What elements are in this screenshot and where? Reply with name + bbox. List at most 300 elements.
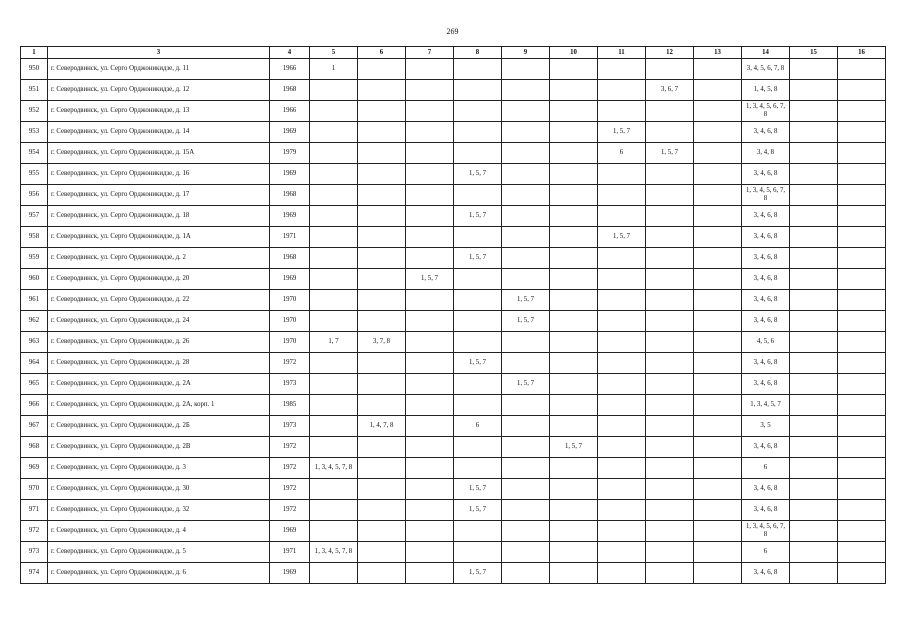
code-cell — [694, 206, 742, 227]
code-cell: 3, 4, 6, 8 — [742, 248, 790, 269]
year-cell: 1971 — [270, 227, 310, 248]
code-cell — [502, 101, 550, 122]
code-cell — [550, 59, 598, 80]
table-row — [21, 80, 886, 101]
address-cell: г. Северодвинск, ул. Серго Орджоникидзе, д. 2А, корп. 1 — [48, 395, 270, 416]
code-cell — [454, 458, 502, 479]
code-cell — [358, 395, 406, 416]
table-row — [21, 353, 886, 374]
year-cell: 1969 — [270, 563, 310, 584]
address-cell: г. Северодвинск, ул. Серго Орджоникидзе, д. 11 — [48, 59, 270, 80]
code-cell — [454, 227, 502, 248]
code-cell — [646, 353, 694, 374]
code-cell — [598, 269, 646, 290]
code-cell: 1, 5, 7 — [454, 479, 502, 500]
code-cell — [694, 353, 742, 374]
code-cell: 1, 3, 4, 5, 7 — [742, 395, 790, 416]
table-row — [21, 458, 886, 479]
code-cell — [694, 143, 742, 164]
code-cell — [310, 227, 358, 248]
code-cell — [790, 395, 838, 416]
code-cell — [598, 59, 646, 80]
row-number-cell: 959 — [21, 248, 48, 269]
code-cell — [838, 416, 886, 437]
code-cell — [838, 332, 886, 353]
code-cell — [838, 563, 886, 584]
code-cell — [598, 353, 646, 374]
code-cell: 1, 5, 7 — [502, 374, 550, 395]
code-cell — [790, 311, 838, 332]
code-cell — [646, 332, 694, 353]
table-row — [21, 563, 886, 584]
code-cell: 6 — [454, 416, 502, 437]
code-cell — [358, 80, 406, 101]
code-cell — [694, 479, 742, 500]
code-cell: 3, 4, 6, 8 — [742, 353, 790, 374]
table-row — [21, 542, 886, 563]
table-row — [21, 437, 886, 458]
code-cell — [358, 269, 406, 290]
code-cell — [694, 101, 742, 122]
code-cell — [358, 248, 406, 269]
code-cell — [550, 80, 598, 101]
code-cell — [502, 521, 550, 542]
code-cell — [358, 458, 406, 479]
address-cell: г. Северодвинск, ул. Серго Орджоникидзе, д. 30 — [48, 479, 270, 500]
code-cell: 3, 4, 6, 8 — [742, 164, 790, 185]
code-cell — [358, 185, 406, 206]
table-row — [21, 416, 886, 437]
code-cell — [838, 206, 886, 227]
code-cell — [358, 374, 406, 395]
code-cell — [358, 143, 406, 164]
code-cell — [406, 101, 454, 122]
year-cell: 1969 — [270, 521, 310, 542]
code-cell — [838, 59, 886, 80]
page-number: 269 — [446, 27, 459, 36]
row-number-cell: 968 — [21, 437, 48, 458]
code-cell — [598, 332, 646, 353]
code-cell — [550, 164, 598, 185]
code-cell — [550, 563, 598, 584]
code-cell — [454, 437, 502, 458]
address-cell: г. Северодвинск, ул. Серго Орджоникидзе, д. 6 — [48, 563, 270, 584]
code-cell — [502, 437, 550, 458]
code-cell — [310, 269, 358, 290]
code-cell — [838, 101, 886, 122]
code-cell — [406, 521, 454, 542]
code-cell — [550, 185, 598, 206]
code-cell — [646, 101, 694, 122]
code-cell: 3, 6, 7 — [646, 80, 694, 101]
column-header: 14 — [742, 47, 790, 59]
row-number-cell: 957 — [21, 206, 48, 227]
code-cell — [790, 227, 838, 248]
code-cell — [358, 122, 406, 143]
code-cell: 1, 3, 4, 5, 7, 8 — [310, 542, 358, 563]
code-cell — [502, 353, 550, 374]
code-cell — [694, 122, 742, 143]
code-cell — [694, 458, 742, 479]
code-cell — [694, 542, 742, 563]
code-cell — [694, 185, 742, 206]
code-cell — [838, 521, 886, 542]
code-cell — [454, 185, 502, 206]
code-cell — [694, 374, 742, 395]
year-cell: 1968 — [270, 185, 310, 206]
code-cell — [502, 269, 550, 290]
address-cell: г. Северодвинск, ул. Серго Орджоникидзе, д. 13 — [48, 101, 270, 122]
row-number-cell: 973 — [21, 542, 48, 563]
code-cell: 1, 5, 7 — [502, 311, 550, 332]
row-number-cell: 964 — [21, 353, 48, 374]
code-cell — [646, 227, 694, 248]
code-cell — [406, 500, 454, 521]
column-header: 10 — [550, 47, 598, 59]
code-cell — [454, 395, 502, 416]
code-cell — [310, 311, 358, 332]
row-number-cell: 956 — [21, 185, 48, 206]
code-cell — [454, 59, 502, 80]
code-cell — [406, 227, 454, 248]
code-cell: 6 — [742, 542, 790, 563]
code-cell — [646, 458, 694, 479]
column-header: 16 — [838, 47, 886, 59]
code-cell — [310, 101, 358, 122]
code-cell — [310, 164, 358, 185]
code-cell — [406, 248, 454, 269]
code-cell — [838, 437, 886, 458]
code-cell — [838, 458, 886, 479]
code-cell — [454, 542, 502, 563]
code-cell — [598, 374, 646, 395]
table-row — [21, 164, 886, 185]
row-number-cell: 966 — [21, 395, 48, 416]
code-cell — [646, 59, 694, 80]
code-cell — [694, 563, 742, 584]
code-cell — [310, 521, 358, 542]
row-number-cell: 953 — [21, 122, 48, 143]
code-cell — [406, 164, 454, 185]
code-cell — [838, 353, 886, 374]
code-cell — [694, 227, 742, 248]
code-cell: 1, 5, 7 — [646, 143, 694, 164]
code-cell — [454, 269, 502, 290]
code-cell — [502, 59, 550, 80]
code-cell — [790, 500, 838, 521]
code-cell — [646, 416, 694, 437]
table-row — [21, 332, 886, 353]
code-cell — [790, 59, 838, 80]
table-row — [21, 143, 886, 164]
code-cell — [790, 332, 838, 353]
year-cell: 1970 — [270, 311, 310, 332]
code-cell — [550, 479, 598, 500]
code-cell — [310, 395, 358, 416]
code-cell — [790, 122, 838, 143]
table-row — [21, 269, 886, 290]
code-cell — [406, 395, 454, 416]
code-cell — [646, 437, 694, 458]
code-cell — [310, 437, 358, 458]
code-cell — [598, 395, 646, 416]
code-cell — [694, 395, 742, 416]
code-cell: 3, 4, 6, 8 — [742, 311, 790, 332]
table-row — [21, 185, 886, 206]
table-row — [21, 101, 886, 122]
code-cell — [550, 122, 598, 143]
code-cell — [838, 248, 886, 269]
code-cell — [310, 290, 358, 311]
table-row — [21, 521, 886, 542]
code-cell — [502, 395, 550, 416]
code-cell — [406, 542, 454, 563]
code-cell — [838, 269, 886, 290]
code-cell — [406, 311, 454, 332]
code-cell — [838, 479, 886, 500]
code-cell — [694, 416, 742, 437]
code-cell — [502, 143, 550, 164]
year-cell: 1969 — [270, 269, 310, 290]
code-cell — [838, 164, 886, 185]
code-cell — [502, 458, 550, 479]
row-number-cell: 965 — [21, 374, 48, 395]
year-cell: 1966 — [270, 59, 310, 80]
code-cell — [406, 437, 454, 458]
year-cell: 1973 — [270, 416, 310, 437]
code-cell — [838, 185, 886, 206]
code-cell — [838, 500, 886, 521]
code-cell — [598, 311, 646, 332]
code-cell — [358, 101, 406, 122]
code-cell: 1, 5, 7 — [454, 353, 502, 374]
code-cell — [790, 248, 838, 269]
year-cell: 1968 — [270, 80, 310, 101]
code-cell: 3, 4, 6, 8 — [742, 290, 790, 311]
code-cell — [598, 563, 646, 584]
code-cell — [310, 122, 358, 143]
code-cell — [790, 101, 838, 122]
column-header: 4 — [270, 47, 310, 59]
code-cell — [694, 437, 742, 458]
row-number-cell: 950 — [21, 59, 48, 80]
code-cell — [598, 437, 646, 458]
code-cell — [502, 563, 550, 584]
year-cell: 1969 — [270, 164, 310, 185]
code-cell — [598, 185, 646, 206]
code-cell — [646, 563, 694, 584]
code-cell — [502, 479, 550, 500]
code-cell: 1, 5, 7 — [454, 500, 502, 521]
code-cell: 1, 7 — [310, 332, 358, 353]
code-cell — [358, 479, 406, 500]
code-cell — [406, 185, 454, 206]
code-cell — [310, 563, 358, 584]
column-header: 1 — [21, 47, 48, 59]
row-number-cell: 971 — [21, 500, 48, 521]
code-cell — [406, 290, 454, 311]
code-cell — [310, 353, 358, 374]
code-cell — [550, 416, 598, 437]
code-cell — [598, 101, 646, 122]
code-cell — [550, 353, 598, 374]
column-header: 7 — [406, 47, 454, 59]
code-cell — [838, 542, 886, 563]
code-cell — [550, 227, 598, 248]
address-cell: г. Северодвинск, ул. Серго Орджоникидзе, д. 16 — [48, 164, 270, 185]
code-cell — [454, 101, 502, 122]
code-cell — [310, 374, 358, 395]
address-cell: г. Северодвинск, ул. Серго Орджоникидзе, д. 2В — [48, 437, 270, 458]
row-number-cell: 970 — [21, 479, 48, 500]
year-cell: 1968 — [270, 248, 310, 269]
year-cell: 1969 — [270, 122, 310, 143]
code-cell — [694, 59, 742, 80]
register-table — [20, 46, 886, 584]
code-cell — [694, 521, 742, 542]
code-cell: 3, 7, 8 — [358, 332, 406, 353]
code-cell: 1, 5, 7 — [454, 563, 502, 584]
code-cell: 1, 5, 7 — [406, 269, 454, 290]
code-cell: 3, 4, 6, 8 — [742, 227, 790, 248]
code-cell — [646, 479, 694, 500]
code-cell: 3, 4, 6, 8 — [742, 206, 790, 227]
row-number-cell: 969 — [21, 458, 48, 479]
row-number-cell: 974 — [21, 563, 48, 584]
code-cell — [454, 311, 502, 332]
code-cell — [646, 206, 694, 227]
address-cell: г. Северодвинск, ул. Серго Орджоникидзе, д. 32 — [48, 500, 270, 521]
code-cell — [598, 206, 646, 227]
code-cell — [502, 248, 550, 269]
code-cell — [694, 164, 742, 185]
code-cell — [454, 332, 502, 353]
table-row — [21, 206, 886, 227]
address-cell: г. Северодвинск, ул. Серго Орджоникидзе, д. 22 — [48, 290, 270, 311]
code-cell — [502, 542, 550, 563]
column-header: 11 — [598, 47, 646, 59]
code-cell — [310, 248, 358, 269]
row-number-cell: 972 — [21, 521, 48, 542]
code-cell — [790, 437, 838, 458]
code-cell: 1, 5, 7 — [454, 248, 502, 269]
code-cell — [406, 143, 454, 164]
code-cell — [358, 59, 406, 80]
code-cell: 1, 3, 4, 5, 7, 8 — [310, 458, 358, 479]
code-cell: 6 — [598, 143, 646, 164]
code-cell — [550, 332, 598, 353]
row-number-cell: 952 — [21, 101, 48, 122]
table-row — [21, 59, 886, 80]
code-cell — [358, 206, 406, 227]
code-cell: 1, 5, 7 — [454, 164, 502, 185]
year-cell: 1972 — [270, 353, 310, 374]
table-row — [21, 122, 886, 143]
year-cell: 1970 — [270, 332, 310, 353]
header-row — [21, 47, 886, 59]
code-cell — [646, 290, 694, 311]
address-cell: г. Северодвинск, ул. Серго Орджоникидзе, д. 24 — [48, 311, 270, 332]
year-cell: 1972 — [270, 500, 310, 521]
code-cell — [694, 269, 742, 290]
column-header: 3 — [48, 47, 270, 59]
code-cell — [790, 521, 838, 542]
code-cell: 3, 4, 6, 8 — [742, 374, 790, 395]
code-cell — [598, 290, 646, 311]
table-row — [21, 479, 886, 500]
code-cell: 1, 5, 7 — [598, 122, 646, 143]
code-cell — [358, 437, 406, 458]
code-cell — [598, 458, 646, 479]
code-cell — [358, 164, 406, 185]
code-cell — [790, 143, 838, 164]
code-cell — [502, 500, 550, 521]
code-cell — [646, 164, 694, 185]
row-number-cell: 963 — [21, 332, 48, 353]
code-cell — [790, 416, 838, 437]
code-cell — [454, 143, 502, 164]
code-cell: 1, 5, 7 — [502, 290, 550, 311]
code-cell — [550, 143, 598, 164]
code-cell — [502, 185, 550, 206]
code-cell: 1, 4, 5, 8 — [742, 80, 790, 101]
code-cell — [838, 143, 886, 164]
code-cell — [646, 122, 694, 143]
code-cell — [406, 206, 454, 227]
code-cell — [790, 80, 838, 101]
code-cell — [310, 416, 358, 437]
table-row — [21, 248, 886, 269]
code-cell — [790, 206, 838, 227]
code-cell — [358, 311, 406, 332]
code-cell: 3, 4, 8 — [742, 143, 790, 164]
code-cell — [406, 353, 454, 374]
code-cell — [550, 206, 598, 227]
code-cell — [454, 122, 502, 143]
code-cell: 1, 5, 7 — [550, 437, 598, 458]
code-cell — [838, 122, 886, 143]
code-cell: 3, 4, 6, 8 — [742, 437, 790, 458]
year-cell: 1966 — [270, 101, 310, 122]
code-cell — [406, 458, 454, 479]
column-header: 13 — [694, 47, 742, 59]
code-cell — [310, 185, 358, 206]
code-cell — [598, 416, 646, 437]
code-cell — [646, 542, 694, 563]
code-cell — [598, 80, 646, 101]
code-cell — [358, 500, 406, 521]
code-cell — [838, 290, 886, 311]
code-cell — [790, 353, 838, 374]
code-cell — [790, 269, 838, 290]
column-header: 5 — [310, 47, 358, 59]
code-cell: 3, 4, 6, 8 — [742, 122, 790, 143]
code-cell — [358, 542, 406, 563]
row-number-cell: 958 — [21, 227, 48, 248]
code-cell — [454, 521, 502, 542]
code-cell — [838, 311, 886, 332]
code-cell — [598, 164, 646, 185]
code-cell — [790, 458, 838, 479]
code-cell — [550, 458, 598, 479]
year-cell: 1972 — [270, 479, 310, 500]
row-number-cell: 962 — [21, 311, 48, 332]
address-cell: г. Северодвинск, ул. Серго Орджоникидзе, д. 17 — [48, 185, 270, 206]
code-cell — [406, 59, 454, 80]
code-cell — [406, 416, 454, 437]
code-cell — [502, 122, 550, 143]
column-header: 12 — [646, 47, 694, 59]
